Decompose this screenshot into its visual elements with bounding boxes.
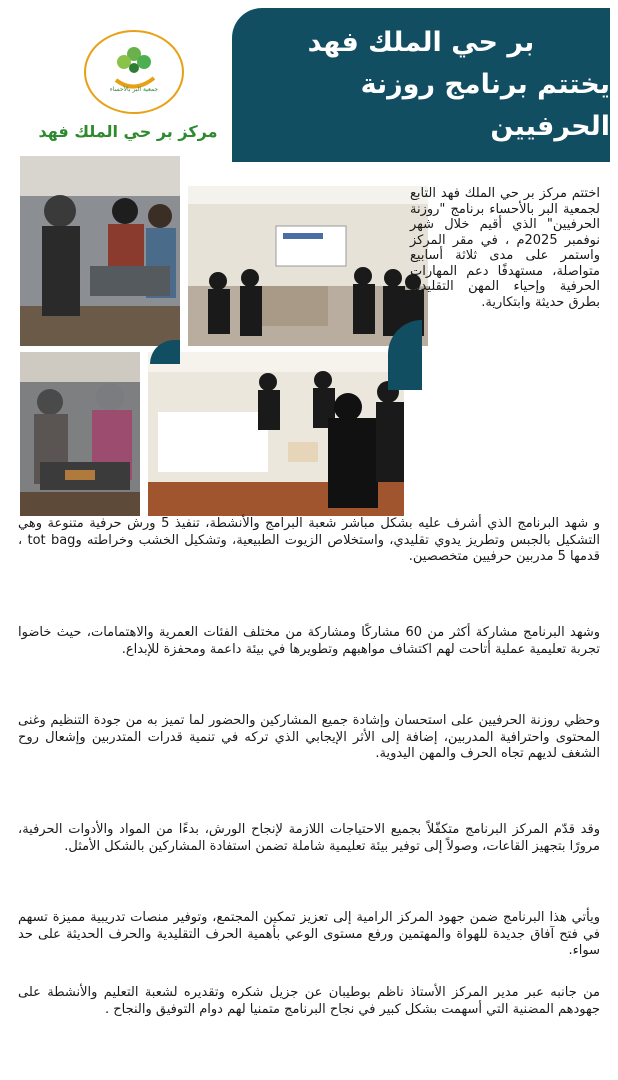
photo-training-hall bbox=[188, 186, 428, 346]
flower-icon bbox=[86, 32, 182, 112]
article-paragraph-2: وشهد البرنامج مشاركة أكثر من 60 مشاركًا ومشاركة من مختلف الفئات العمرية والاهتمامات، حيث خاضوا تجربة تعليمية عملية أتاحت لهم اكتشاف مواهبهم وتطويرها في بيئة داعمة ومحفزة للإبداع. bbox=[18, 625, 601, 657]
headline-line-1: بر حي الملك فهد bbox=[307, 27, 535, 58]
logo-text: جمعية البر بالأحساء bbox=[109, 86, 159, 93]
photo-wood-turning bbox=[20, 352, 140, 516]
article-paragraph-5: ويأتي هذا البرنامج ضمن جهود المركز الرامية إلى تعزيز تمكين المجتمع، وتوفير منصات تدريبية مميزة تسهم في فتح آفاق جديدة للهواة والمهتمين ورفع مستوى الوعي بأهمية الحرف التقليدية والحرف الحديثة على حد سواء. bbox=[18, 910, 600, 958]
title-banner bbox=[232, 8, 610, 162]
organization-logo bbox=[84, 30, 184, 114]
photo-welding-workshop bbox=[20, 156, 180, 346]
headline-line-2: يختتم برنامج روزنة الحرفيين bbox=[360, 69, 610, 142]
article-paragraph-1: و شهد البرنامج الذي أشرف عليه بشكل مباشر شعبة البرامج والأنشطة، تنفيذ 5 ورش حرفية متنوعة وهي التشكيل بالجبس وتطريز يدوي تقليدي، واستخلاص الزيوت الطبيعية، وتشكيل الخشب وخراطته وtot bag ، قدمها 5 مدربين حرفيين متخصصين. bbox=[18, 516, 600, 564]
article-paragraph-6: من جانبه عبر مدير المركز الأستاذ ناظم بوطيبان عن جزيل شكره وتقديره لشعبة التعليم والأنشطة على جهودهم المضنية التي أسهمت بشكل كبير في نجاح البرنامج متمنيا لهم دوام التوفيق والنجاح . bbox=[18, 985, 600, 1017]
center-name: مركز بر حي الملك فهد bbox=[38, 122, 218, 141]
photo-women-workshop bbox=[148, 352, 404, 516]
article-intro: اختتم مركز بر حي الملك فهد التابع لجمعية البر بالأحساء برنامج "روزنة الحرفيين" الذي أقيم خلال شهر نوفمبر 2025م ، في مقر المركز واستمر على مدى ثلاثة أسابيع متواصلة، مستهدفًا دعم المهارات الحرفية وإحياء المهن التقليدية بطرق حديثة وابتكارية. bbox=[410, 186, 600, 310]
article-paragraph-3: وحظي روزنة الحرفيين على استحسان وإشادة جميع المشاركين والحضور لما تميز به من جودة التنظيم وغنى المحتوى واحترافية المدربين، إضافة إلى الأثر الإيجابي الذي تركه في تنمية قدرات المتدربين وإشعال روح الشغف لديهم تجاه الحرف والمهن اليدوية. bbox=[18, 713, 600, 761]
article-paragraph-4: وقد قدّم المركز البرنامج متكفّلاً بجميع الاحتياجات اللازمة لإنجاح الورش، بدءًا من المواد والأدوات الحرفية، مرورًا بتجهيز القاعات، وصولاً إلى توفير بيئة تعليمية شاملة تضمن استفادة المشاركين بالشكل الأمثل. bbox=[18, 822, 600, 854]
